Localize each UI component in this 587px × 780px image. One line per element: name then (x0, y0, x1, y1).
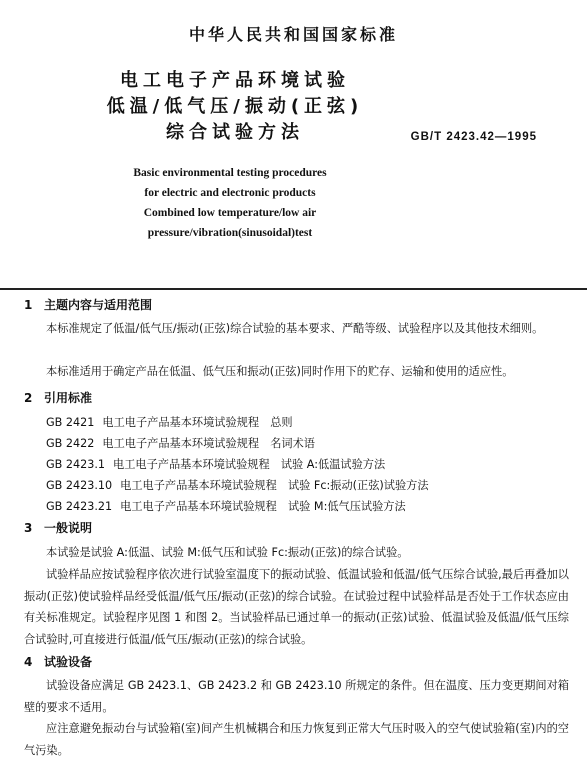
reference-title: 电工电子产品基本环境试验规程 总则 (102, 416, 293, 429)
reference-code: GB 2423.1 (46, 458, 106, 471)
section-3-heading (24, 519, 92, 536)
section-number: 4 (24, 655, 33, 669)
reference-code: GB 2423.21 (46, 500, 113, 513)
english-title-line-4: pressure/vibration(sinusoidal)test (147, 227, 313, 239)
reference-code: GB 2422 (46, 437, 95, 450)
section-number: 2 (24, 391, 33, 405)
reference-title: 电工电子产品基本环境试验规程 试验 M:低气压试验方法 (120, 500, 406, 513)
section-4-paragraph-1: 试验设备应满足 GB 2423.1、GB 2423.2 和 GB 2423.10 所规定的条件。但在温度、压力变更期间对箱壁的要求不适用。 (24, 679, 569, 714)
reference-title: 电工电子产品基本环境试验规程 试验 A:低温试验方法 (113, 458, 386, 471)
reference-code: GB 2421 (46, 416, 95, 429)
national-standard-header: 中华人民共和国国家标准 (188, 25, 398, 44)
reference-item (46, 475, 566, 496)
reference-list (46, 412, 566, 517)
section-title: 引用标准 (44, 391, 93, 405)
header-divider (0, 288, 587, 290)
section-4-paragraph-2: 应注意避免振动台与试验箱(室)间产生机械耦合和压力恢复到正常大气压时吸入的空气使试验箱(室)内的空气污染。 (24, 722, 569, 757)
english-title (80, 163, 380, 243)
section-1-paragraph-2: 本标准适用于确定产品在低温、低气压和振动(正弦)同时作用下的贮存、运输和使用的适应性。 (46, 365, 514, 378)
english-title-line-1: Basic environmental testing procedures (133, 167, 327, 179)
section-4-heading (24, 653, 92, 670)
reference-item (46, 496, 566, 517)
section-2-heading (24, 389, 92, 406)
section-1-heading (24, 296, 152, 313)
reference-item (46, 433, 566, 454)
title-line-3: 综合试验方法 (166, 122, 304, 143)
section-1-paragraph-1: 本标准规定了低温/低气压/振动(正弦)综合试验的基本要求、严酷等级、试验程序以及其他技术细则。 (46, 322, 544, 335)
reference-item (46, 454, 566, 475)
chinese-title (40, 68, 430, 146)
title-line-2: 低温/低气压/振动(正弦) (106, 96, 364, 117)
reference-code: GB 2423.10 (46, 479, 113, 492)
section-number: 1 (24, 298, 33, 312)
reference-title: 电工电子产品基本环境试验规程 名词术语 (102, 437, 315, 450)
english-title-line-2: for electric and electronic products (144, 187, 316, 199)
english-title-line-3: Combined low temperature/low air (143, 207, 317, 219)
reference-item (46, 412, 566, 433)
section-title: 主题内容与适用范围 (44, 298, 153, 312)
title-line-1: 电工电子产品环境试验 (120, 70, 350, 91)
section-title: 一般说明 (44, 521, 93, 535)
reference-title: 电工电子产品基本环境试验规程 试验 Fc:振动(正弦)试验方法 (120, 479, 429, 492)
standard-number: GB/T 2423.42—1995 (410, 131, 537, 143)
section-number: 3 (24, 521, 33, 535)
section-3-paragraph-1: 本试验是试验 A:低温、试验 M:低气压和试验 Fc:振动(正弦)的综合试验。 (46, 546, 409, 559)
section-title: 试验设备 (44, 655, 93, 669)
section-3-paragraph-2: 试验样品应按试验程序依次进行试验室温度下的振动试验、低温试验和低温/低气压综合试验,最后再叠加以振动(正弦)使试验样品经受低温/低气压/振动(正弦)的综合试验。在试验过程中试验样品是否处于工作状态应由有关标准规定。试验程序见图 1 和图 2。当试验样品已通过单一的振动(正弦)试验、低温试验及低温/低气压综合试验时,可直接进行低温/低气压/振动(正弦)的综合试验。 (24, 568, 569, 646)
